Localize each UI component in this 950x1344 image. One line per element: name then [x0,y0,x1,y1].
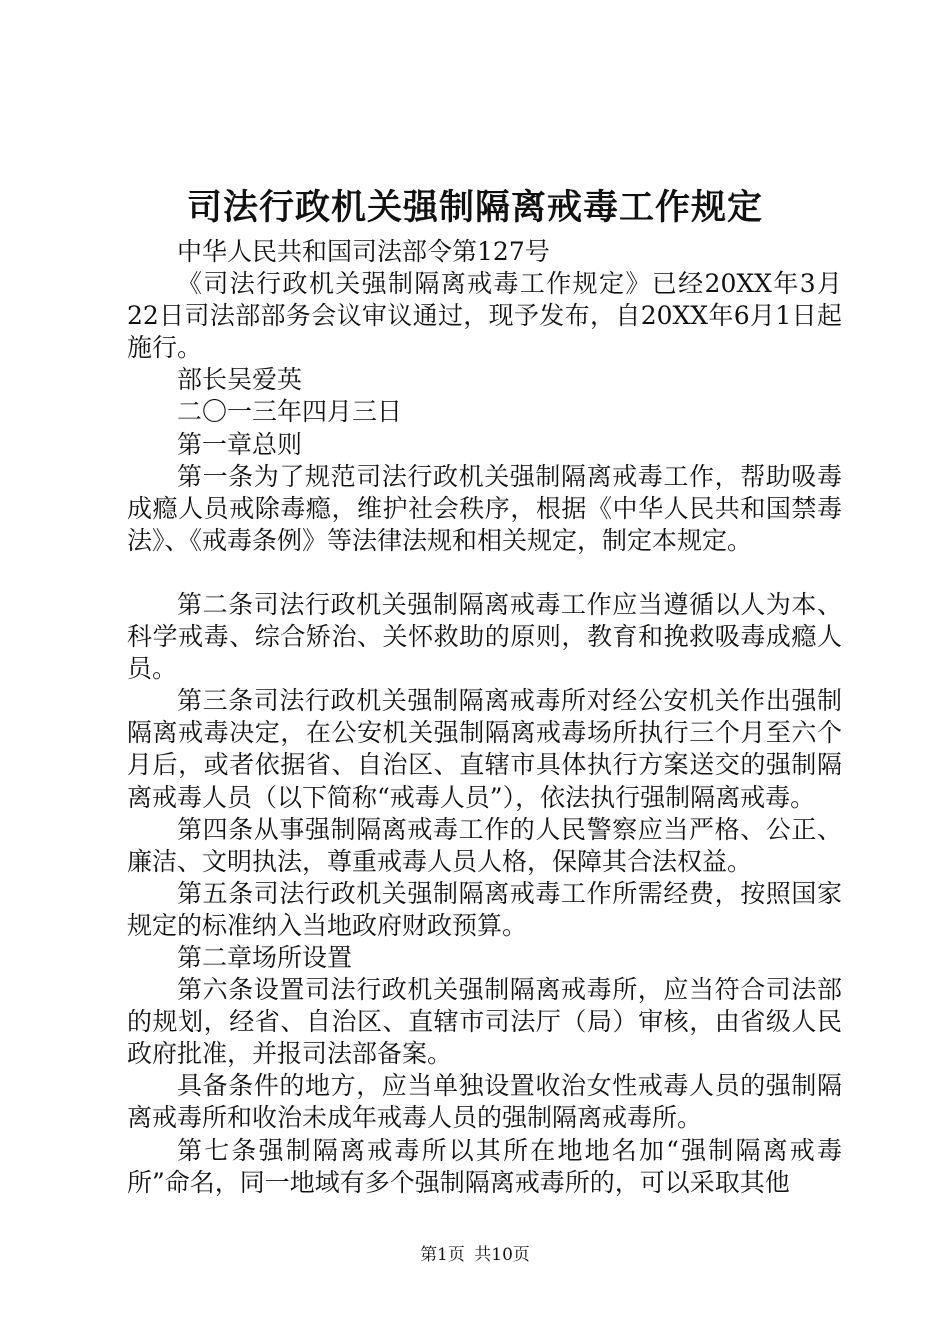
signatory: 部长吴爱英 [177,365,303,395]
issue-date: 二〇一三年四月三日 [177,397,403,427]
chapter-heading: 第二章场所设置 [177,942,353,972]
promulgation-paragraph: 《司法行政机关强制隔离戒毒工作规定》已经20XX年3月22日司法部部务会议审议通过，现予发布，自20XX年6月1日起施行。 [127,269,842,363]
decree-number: 中华人民共和国司法部令第127号 [177,237,550,266]
article-paragraph: 第三条司法行政机关强制隔离戒毒所对经公安机关作出强制隔离戒毒决定，在公安机关强制隔离戒毒场所执行三个月至六个月后，或者依据省、自治区、直辖市具体执行方案送交的强制隔离戒毒人员（以下简称“戒毒人员”），依法执行强制隔离戒毒。 [127,686,842,812]
article-paragraph: 第五条司法行政机关强制隔离戒毒工作所需经费，按照国家规定的标准纳入当地政府财政预算。 [127,878,842,940]
document-title: 司法行政机关强制隔离戒毒工作规定 [186,187,763,228]
article-paragraph: 第七条强制隔离戒毒所以其所在地地名加“强制隔离戒毒所”命名，同一地域有多个强制隔离戒毒所的，可以采取其他 [127,1135,842,1197]
chapter-heading: 第一章总则 [177,429,303,459]
article-paragraph: 具备条件的地方，应当单独设置收治女性戒毒人员的强制隔离戒毒所和收治未成年戒毒人员的强制隔离戒毒所。 [127,1071,842,1133]
article-paragraph: 第一条为了规范司法行政机关强制隔离戒毒工作，帮助吸毒成瘾人员戒除毒瘾，维护社会秩序，根据《中华人民共和国禁毒法》、《戒毒条例》等法律法规和相关规定，制定本规定。 [127,461,842,555]
article-paragraph: 第四条从事强制隔离戒毒工作的人民警察应当严格、公正、廉洁、文明执法，尊重戒毒人员人格，保障其合法权益。 [127,814,842,876]
page-number: 第1页 [420,1245,465,1265]
document-body [127,236,842,1199]
page-total: 共10页 [474,1245,530,1265]
article-paragraph: 第二条司法行政机关强制隔离戒毒工作应当遵循以人为本、科学戒毒、综合矫治、关怀救助的原则，教育和挽救吸毒成瘾人员。 [127,589,842,684]
page-footer [0,1243,950,1267]
article-paragraph: 第六条设置司法行政机关强制隔离戒毒所，应当符合司法部的规划，经省、自治区、直辖市司法厅（局）审核，由省级人民政府批准，并报司法部备案。 [127,975,842,1069]
